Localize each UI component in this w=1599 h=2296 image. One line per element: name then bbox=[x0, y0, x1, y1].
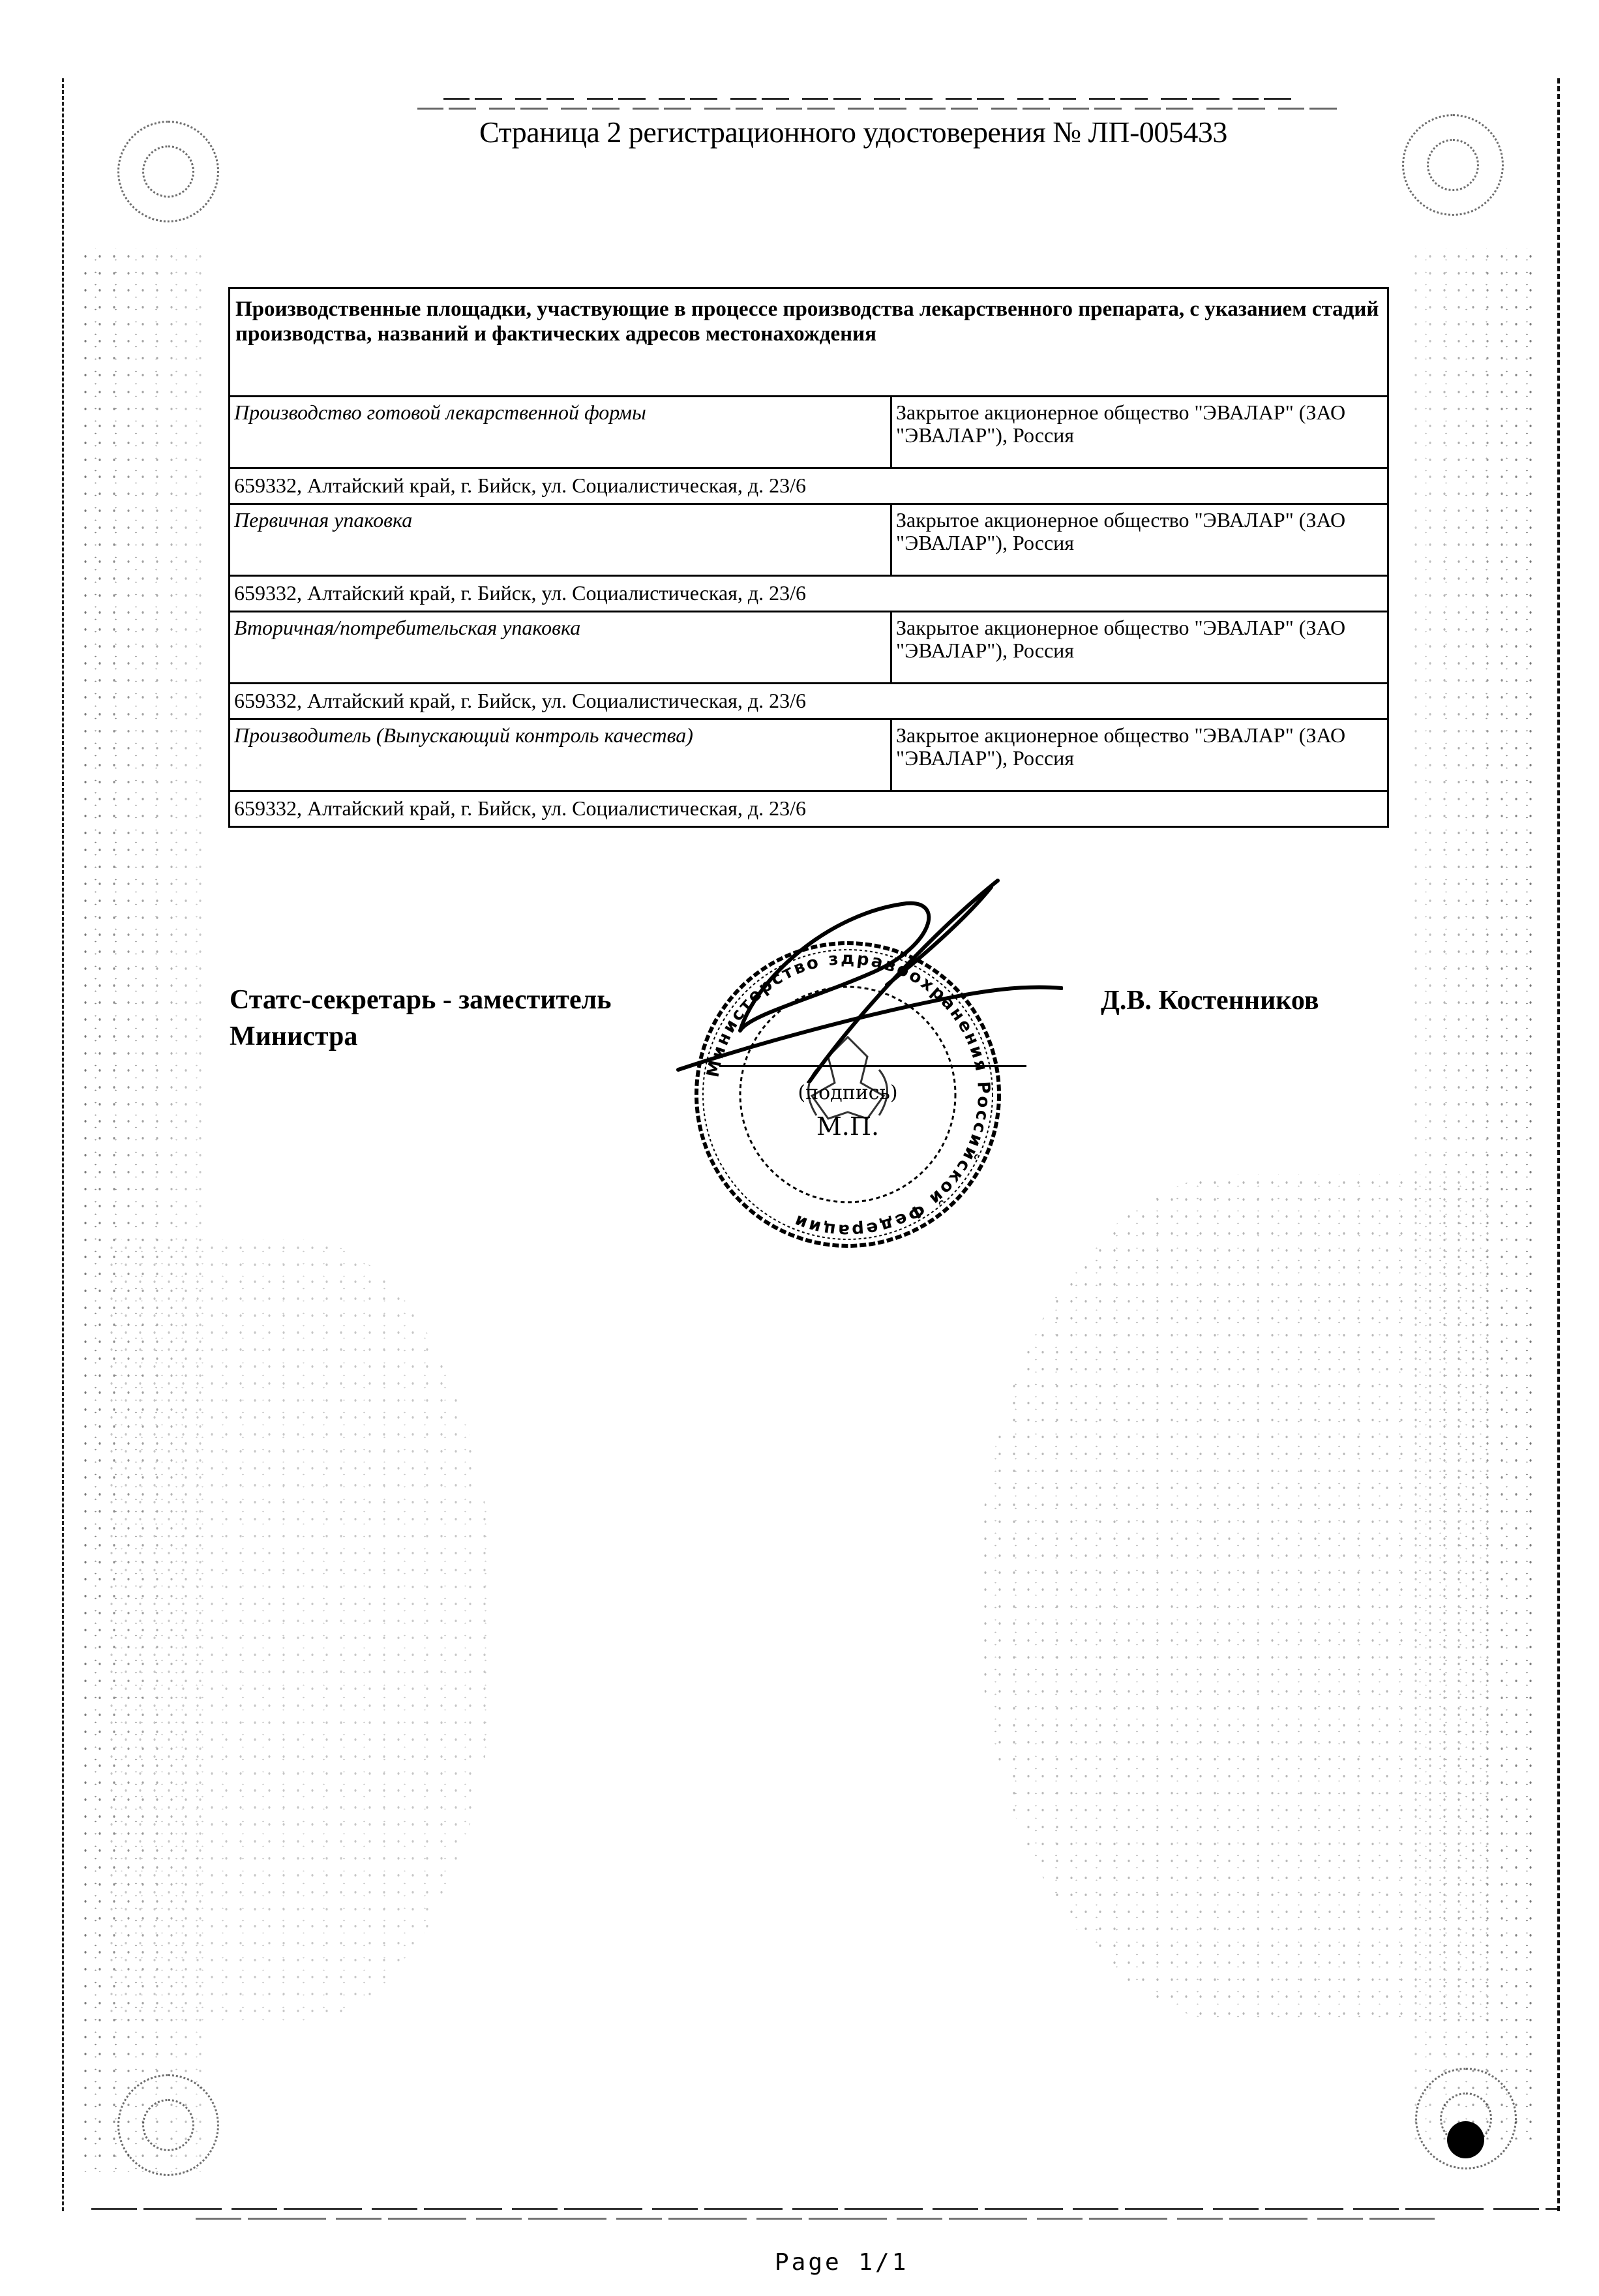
decorative-bottom-line bbox=[196, 2218, 1435, 2220]
table-row bbox=[230, 611, 1387, 682]
svg-text:Министерство здравоохранения Р: Министерство здравоохранения Российской Федерации bbox=[703, 948, 994, 1241]
signatory-position-line2: Министра bbox=[230, 1021, 358, 1051]
page-footer: Page 1/1 bbox=[775, 2249, 909, 2276]
production-sites-table bbox=[228, 287, 1389, 828]
stage-cell: Первичная упаковка bbox=[230, 505, 892, 575]
signatory-name: Д.В. Костенников bbox=[1101, 986, 1319, 1016]
punch-hole-mark bbox=[1447, 2121, 1484, 2158]
table-row bbox=[230, 790, 1387, 826]
stage-cell: Вторичная/потребительская упаковка bbox=[230, 612, 892, 682]
address-cell: 659332, Алтайский край, г. Бийск, ул. Социалистическая, д. 23/6 bbox=[234, 474, 807, 497]
table-row bbox=[230, 503, 1387, 575]
stage-cell: Производство готовой лекарственной формы bbox=[230, 397, 892, 467]
table-row bbox=[230, 682, 1387, 718]
guilloche-pattern-sweep bbox=[978, 1174, 1500, 2022]
table-header-cell: Производственные площадки, участвующие в процессе производства лекарственного препарата, с указанием стадий производства, названий и фактических адресов местонахождения bbox=[235, 297, 1379, 346]
organization-cell: Закрытое акционерное общество "ЭВАЛАР" (ЗАО "ЭВАЛАР"), Россия bbox=[896, 400, 1346, 447]
decorative-top-line bbox=[417, 108, 1343, 110]
address-cell: 659332, Алтайский край, г. Бийск, ул. Социалистическая, д. 23/6 bbox=[234, 689, 807, 712]
decorative-top-line bbox=[443, 98, 1291, 100]
stage-cell: Производитель (Выпускающий контроль качества) bbox=[230, 720, 892, 790]
table-row bbox=[230, 467, 1387, 503]
organization-cell: Закрытое акционерное общество "ЭВАЛАР" (ЗАО "ЭВАЛАР"), Россия bbox=[896, 723, 1346, 770]
organization-cell: Закрытое акционерное общество "ЭВАЛАР" (ЗАО "ЭВАЛАР"), Россия bbox=[896, 508, 1346, 554]
signatory-position-line1: Статс-секретарь - заместитель bbox=[230, 985, 612, 1015]
table-row bbox=[230, 718, 1387, 790]
rosette-ornament-bottom-left bbox=[117, 2074, 219, 2176]
guilloche-pattern-sweep bbox=[104, 1239, 496, 2022]
table-row bbox=[230, 395, 1387, 467]
stamp-signature-label: (подпись) bbox=[798, 1081, 898, 1104]
page-title: Страница 2 регистрационного удостоверения № ЛП-005433 bbox=[479, 115, 1227, 149]
organization-cell: Закрытое акционерное общество "ЭВАЛАР" (ЗАО "ЭВАЛАР"), Россия bbox=[896, 616, 1346, 662]
stamp-mp-label: М.П. bbox=[816, 1112, 880, 1141]
table-row bbox=[230, 575, 1387, 611]
signatory-position bbox=[230, 982, 611, 1055]
address-cell: 659332, Алтайский край, г. Бийск, ул. Социалистическая, д. 23/6 bbox=[234, 581, 807, 605]
handwritten-signature-icon bbox=[659, 874, 1063, 1083]
decorative-bottom-line bbox=[91, 2208, 1559, 2210]
table-header-row bbox=[230, 289, 1387, 395]
rosette-ornament-top-right bbox=[1402, 114, 1504, 216]
address-cell: 659332, Алтайский край, г. Бийск, ул. Социалистическая, д. 23/6 bbox=[234, 796, 807, 820]
rosette-ornament-top-left bbox=[117, 121, 219, 222]
